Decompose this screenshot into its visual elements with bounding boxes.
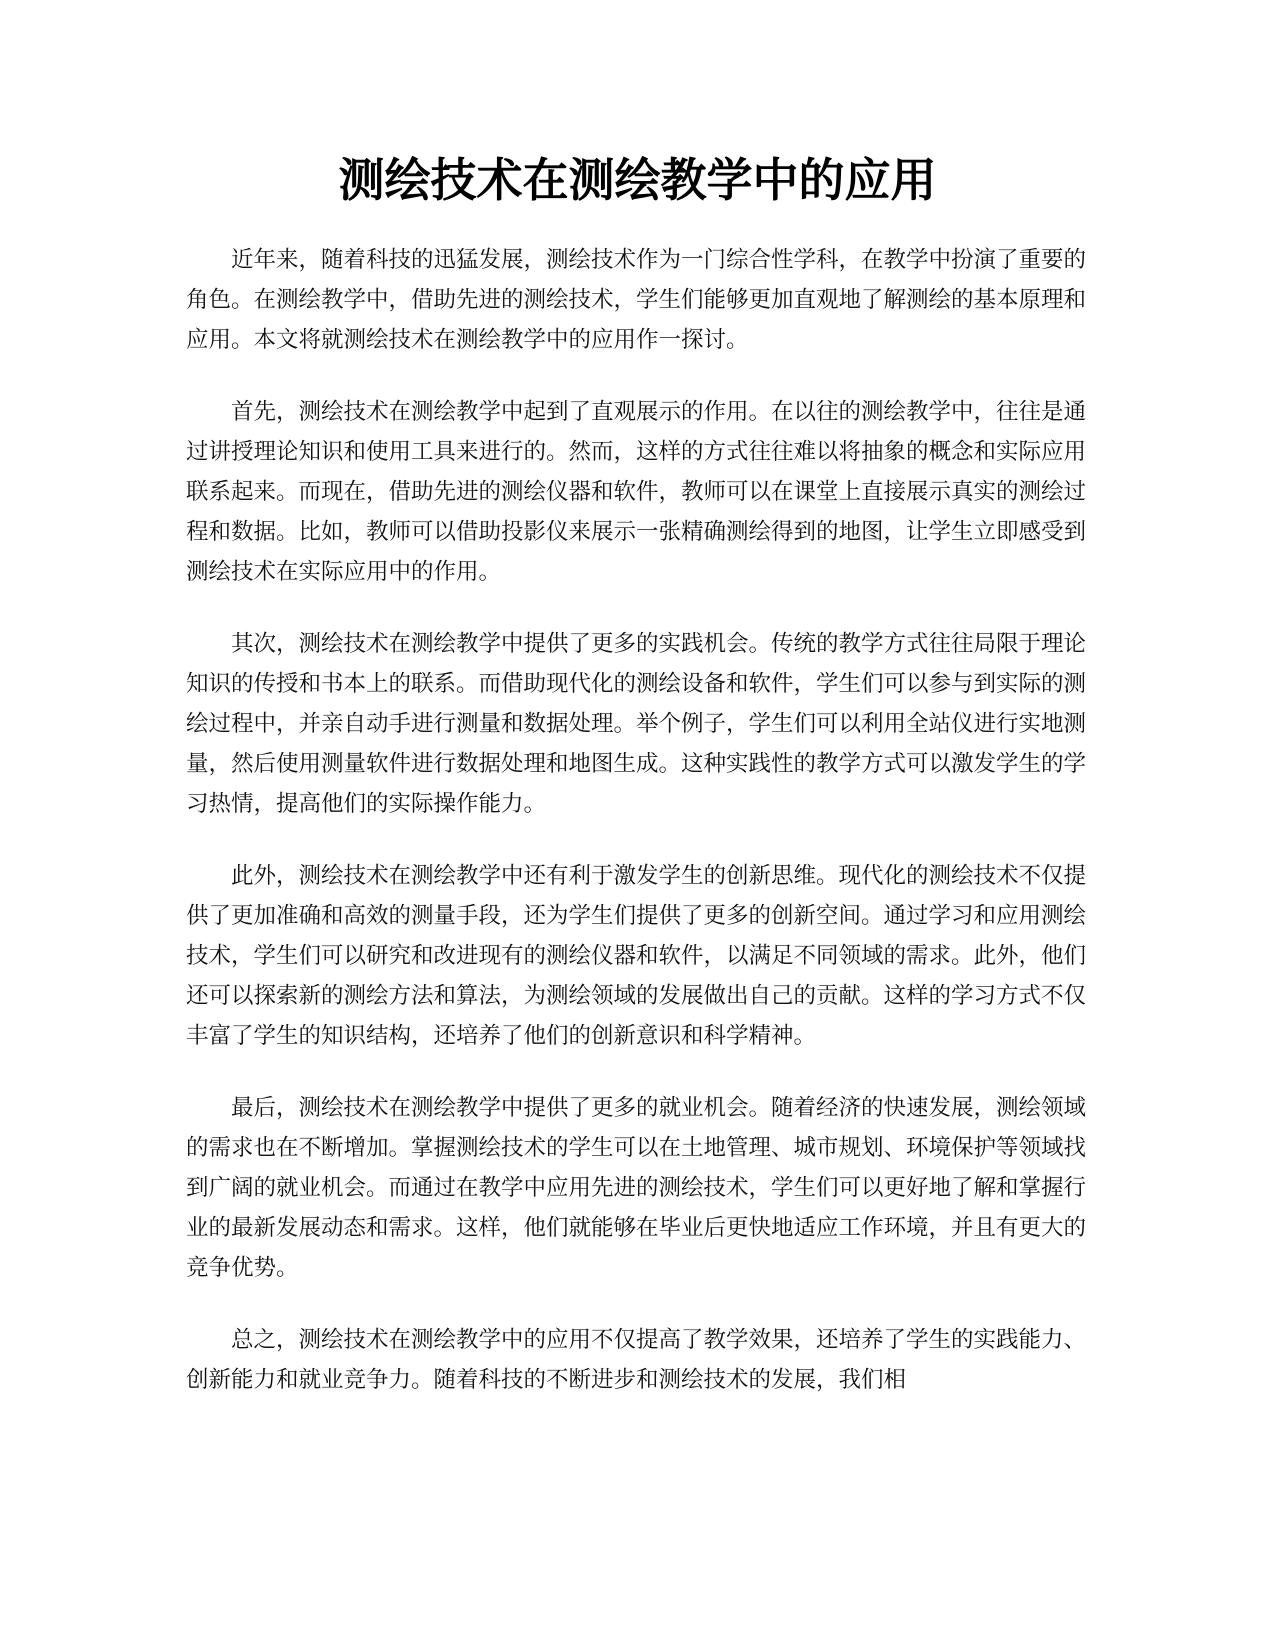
- paragraph-second: 其次，测绘技术在测绘教学中提供了更多的实践机会。传统的教学方式往往局限于理论知识的传授和书本上的联系。而借助现代化的测绘设备和软件，学生们可以参与到实际的测绘过程中，并亲自动手进行测量和数据处理。举个例子，学生们可以利用全站仪进行实地测量，然后使用测量软件进行数据处理和地图生成。这种实践性的教学方式可以激发学生的学习热情，提高他们的实际操作能力。: [186, 631, 1087, 817]
- paragraph-additionally: 此外，测绘技术在测绘教学中还有利于激发学生的创新思维。现代化的测绘技术不仅提供了更加准确和高效的测量手段，还为学生们提供了更多的创新空间。通过学习和应用测绘技术，学生们可以研究和改进现有的测绘仪器和软件，以满足不同领域的需求。此外，他们还可以探索新的测绘方法和算法，为测绘领域的发展做出自己的贡献。这样的学习方式不仅丰富了学生的知识结构，还培养了他们的创新意识和科学精神。: [186, 863, 1087, 1049]
- paragraph-conclusion: 总之，测绘技术在测绘教学中的应用不仅提高了教学效果，还培养了学生的实践能力、创新能力和就业竞争力。随着科技的不断进步和测绘技术的发展，我们相: [186, 1327, 1087, 1393]
- paragraph-finally: 最后，测绘技术在测绘教学中提供了更多的就业机会。随着经济的快速发展，测绘领域的需求也在不断增加。掌握测绘技术的学生可以在土地管理、城市规划、环境保护等领域找到广阔的就业机会。而通过在教学中应用先进的测绘技术，学生们可以更好地了解和掌握行业的最新发展动态和需求。这样，他们就能够在毕业后更快地适应工作环境，并且有更大的竞争优势。: [186, 1095, 1087, 1281]
- document-title: 测绘技术在测绘教学中的应用: [338, 153, 937, 207]
- document-body: [186, 240, 1086, 1432]
- paragraph-intro: 近年来，随着科技的迅猛发展，测绘技术作为一门综合性学科，在教学中扮演了重要的角色。在测绘教学中，借助先进的测绘技术，学生们能够更加直观地了解测绘的基本原理和应用。本文将就测绘技术在测绘教学中的应用作一探讨。: [186, 247, 1087, 353]
- paragraph-first: 首先，测绘技术在测绘教学中起到了直观展示的作用。在以往的测绘教学中，往往是通过讲授理论知识和使用工具来进行的。然而，这样的方式往往难以将抽象的概念和实际应用联系起来。而现在，借助先进的测绘仪器和软件，教师可以在课堂上直接展示真实的测绘过程和数据。比如，教师可以借助投影仪来展示一张精确测绘得到的地图，让学生立即感受到测绘技术在实际应用中的作用。: [186, 399, 1087, 585]
